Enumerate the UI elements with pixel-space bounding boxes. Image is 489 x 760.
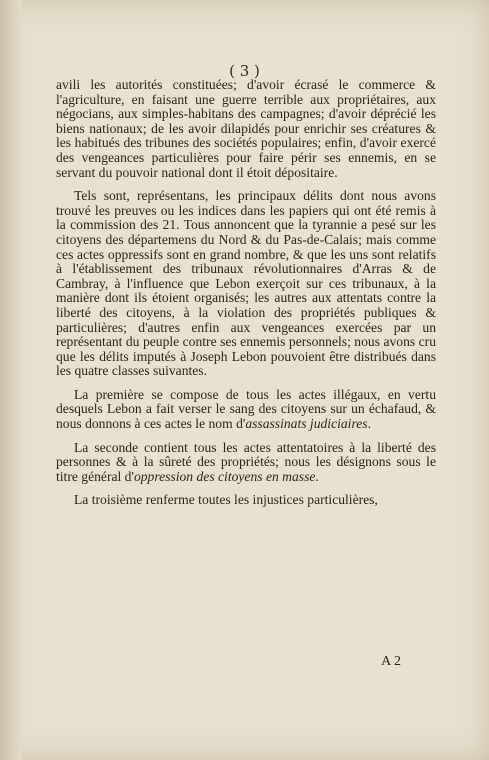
signature-mark: A 2	[381, 654, 401, 669]
paragraph-4: La seconde contient tous les actes attentatoires à la liberté des personnes & à la sûreté des propriétés; nous les désignons sous le titre général d'oppression des citoyens en masse.	[56, 439, 436, 484]
paragraph-2: Tels sont, représentans, les principaux délits dont nous avons trouvé les preuves ou les indices dans les papiers qui ont été remis à la commission des 21. Tous annoncent que la tyrannie a pesé sur les citoyens des départemens du Nord & du Pas-de-Calais; mais comme ces actes oppressifs sont en grand nombre, & que les uns sont relatifs à l'établissement des tribunaux révolutionnaires d'Arras & de Cambray, à l'influence que Lebon exerçoit sur ces tribunaux, à la manière dont ils étoient organisés; les autres aux attentats contre la liberté des citoyens, à la violation des propriétés publiques & particulières; d'autres enfin aux vengeances exercées par un représentant du peuple contre ses ennemis personnels; nous avons cru que les délits imputés à Joseph Lebon pouvoient être distribués dans les quatre classes suivantes.	[56, 188, 436, 379]
paragraph-3: La première se compose de tous les actes illégaux, en vertu desquels Lebon a fait verser le sang des citoyens sur un échafaud, & nous donnons à ces actes le nom d'assassinats judiciaires.	[56, 386, 436, 432]
paragraph-5: La troisième renferme toutes les injustices particulières,	[74, 492, 378, 508]
paragraph-1: avili les autorités constituées; d'avoir écrasé le commerce & l'agriculture, en faisant une guerre terrible aux propriétaires, aux négocians, aux simples-habitans des campagnes; d'avoir déprécié les biens nationaux; de les avoir dilapidés pour enrichir ses créatures & les habitués des tribunes des sociétés populaires; enfin, d'avoir exercé des vengeances particulières pour faire périr ses ennemis, en se servant du pouvoir national dont il étoit dépositaire.	[56, 77, 436, 180]
page-number: ( 3 )	[229, 62, 260, 80]
italic-term: assassinats judiciaires	[245, 416, 368, 432]
italic-term: oppression des citoyens en masse	[133, 468, 316, 484]
page-spine-shadow	[0, 0, 22, 760]
body-text	[56, 78, 436, 508]
